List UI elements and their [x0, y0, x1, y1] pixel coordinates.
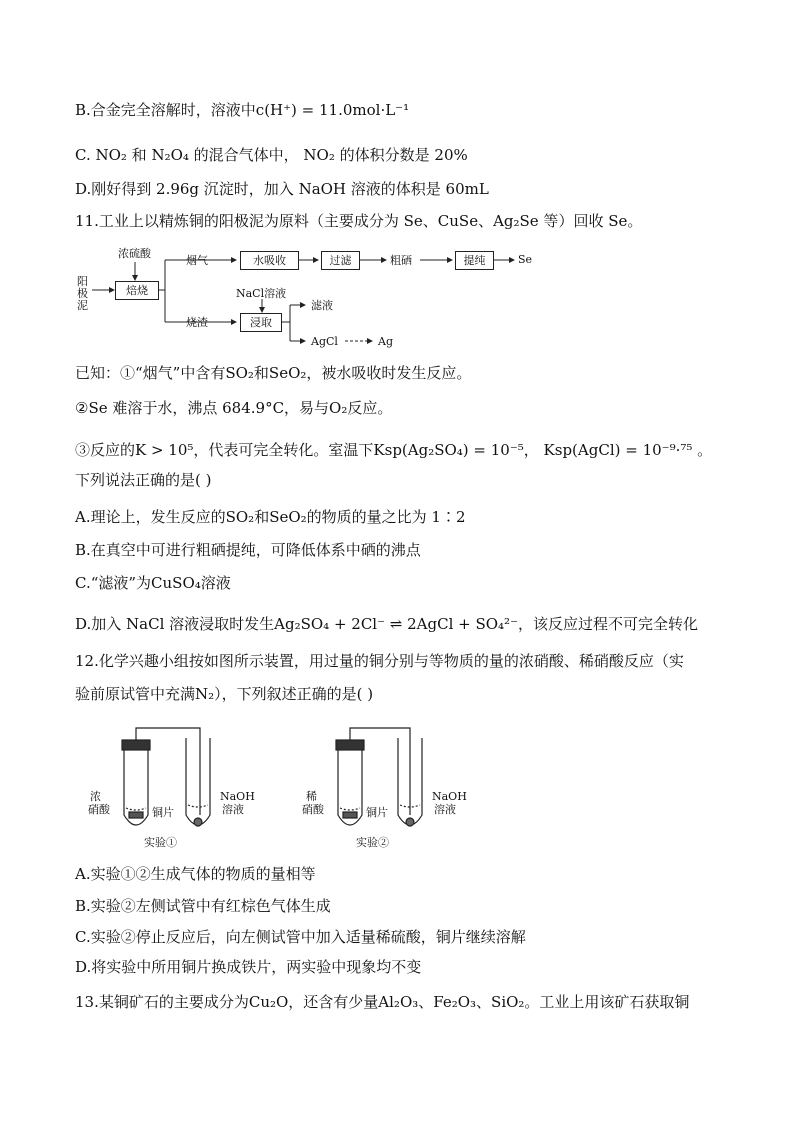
nacl-solution-label: NaCl溶液: [236, 287, 287, 300]
water-absorb-box: 水吸收: [240, 251, 299, 270]
smoke-label: 烟气: [186, 254, 208, 267]
exp1-acid-label-1: 浓: [90, 790, 101, 803]
question-13-line1: 13.某铜矿石的主要成分为Cu₂O，还含有少量Al₂O₃、Fe₂O₃、SiO₂。工业上用该矿石获取铜: [75, 993, 690, 1011]
anode-mud-char1: 阳: [77, 275, 88, 288]
option-d-line: D.刚好得到 2.96g 沉淀时，加入 NaOH 溶液的体积是 60mL: [75, 180, 489, 198]
agcl-label: AgCl: [311, 335, 338, 348]
ag-label: Ag: [378, 335, 393, 348]
filter-box: 过滤: [321, 251, 360, 270]
anode-mud-char3: 泥: [77, 299, 88, 312]
exp2-naoh-label-2: 溶液: [434, 803, 456, 816]
exp1-naoh-label-2: 溶液: [222, 803, 244, 816]
question-11-prompt: 下列说法正确的是( ): [75, 471, 212, 489]
q12-option-b: B.实验②左侧试管中有红棕色气体生成: [75, 897, 331, 915]
option-b-line: B.合金完全溶解时，溶液中c(H⁺) = 11.0mol·L⁻¹: [75, 101, 410, 119]
purify-box: 提纯: [455, 251, 494, 270]
q11-option-d: D.加入 NaCl 溶液浸取时发生Ag₂SO₄ + 2Cl⁻ ⇌ 2AgCl + SO₄²⁻，该反应过程不可完全转化: [75, 615, 698, 633]
exp2-naoh-label-1: NaOH: [432, 790, 467, 803]
q11-option-c: C.“滤液”为CuSO₄溶液: [75, 574, 231, 592]
anode-mud-char2: 极: [77, 287, 88, 300]
q12-option-a: A.实验①②生成气体的物质的量相等: [75, 865, 316, 883]
slag-label: 烧渣: [186, 316, 208, 329]
exp1-caption: 实验①: [144, 836, 177, 849]
se-product-label: Se: [518, 253, 533, 266]
question-12-line1: 12.化学兴趣小组按如图所示装置，用过量的铜分别与等物质的量的浓硝酸、稀硝酸反应（实: [75, 652, 684, 670]
known-1: 已知：①“烟气”中含有SO₂和SeO₂，被水吸收时发生反应。: [75, 364, 472, 382]
crude-se-label: 粗硒: [390, 254, 412, 267]
q12-option-d: D.将实验中所用铜片换成铁片，两实验中现象均不变: [75, 958, 422, 976]
known-3: ③反应的K > 10⁵，代表可完全转化。室温下Ksp(Ag₂SO₄) = 10⁻⁵， Ksp(AgCl) = 10⁻⁹·⁷⁵ 。: [75, 441, 713, 459]
q12-option-c: C.实验②停止反应后，向左侧试管中加入适量稀硫酸，铜片继续溶解: [75, 928, 526, 946]
leach-box: 浸取: [240, 313, 282, 332]
q11-option-a: A.理论上，发生反应的SO₂和SeO₂的物质的量之比为 1∶2: [75, 508, 466, 526]
exp2-caption: 实验②: [356, 836, 389, 849]
exp1-naoh-label-1: NaOH: [220, 790, 255, 803]
exp1-copper-label: 铜片: [152, 806, 174, 819]
conc-sulfuric-acid-label: 浓硫酸: [118, 247, 151, 260]
roast-box: 焙烧: [115, 281, 159, 300]
question-12-line2: 验前原试管中充满N₂），下列叙述正确的是( ): [75, 685, 374, 703]
question-11-title: 11.工业上以精炼铜的阳极泥为原料（主要成分为 Se、CuSe、Ag₂Se 等）回收 Se。: [75, 212, 643, 230]
exp2-acid-label-1: 稀: [306, 790, 317, 803]
exp1-acid-label-2: 硝酸: [88, 803, 110, 816]
filtrate-label: 滤液: [311, 299, 333, 312]
q11-option-b: B.在真空中可进行粗硒提纯，可降低体系中硒的沸点: [75, 541, 421, 559]
exp2-acid-label-2: 硝酸: [302, 803, 324, 816]
option-c-line: C. NO₂ 和 N₂O₄ 的混合气体中， NO₂ 的体积分数是 20%: [75, 146, 468, 164]
known-2: ②Se 难溶于水，沸点 684.9°C，易与O₂反应。: [75, 399, 393, 417]
exp2-copper-label: 铜片: [366, 806, 388, 819]
